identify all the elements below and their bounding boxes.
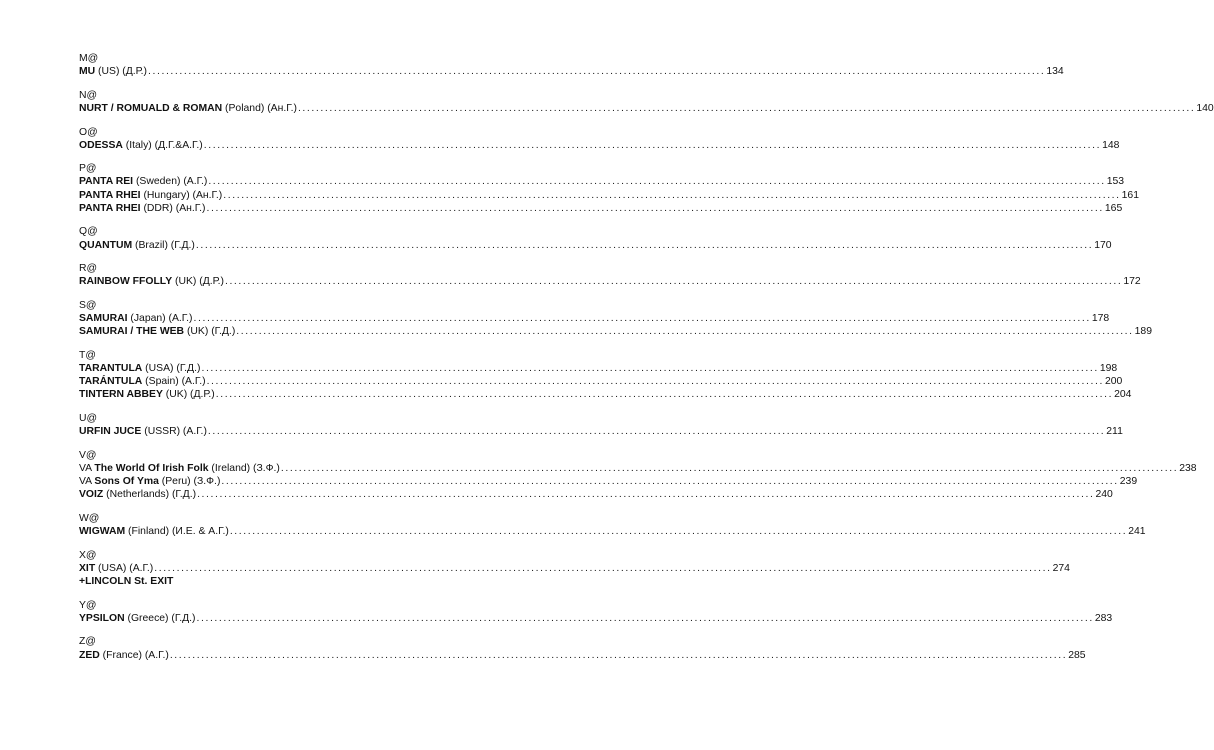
dot-leader: ........................................................................................................................................................................................................: [196, 612, 1094, 624]
entry-label: [79, 612, 195, 625]
dot-leader: ........................................................................................................................................................................................................: [221, 476, 1119, 488]
section-letter: V@: [79, 449, 97, 461]
dot-leader: ........................................................................................................................................................................................................: [201, 363, 1099, 375]
entry-details: (Poland) (Ан.Г.): [222, 102, 297, 114]
page-number: 165: [1104, 202, 1123, 214]
section-letter: W@: [79, 512, 100, 524]
dot-leader: ........................................................................................................................................................................................................: [223, 189, 1121, 201]
section-letter: P@: [79, 163, 97, 175]
index-section: [79, 412, 1123, 438]
page-number: 211: [1106, 426, 1123, 438]
page-number: 240: [1095, 489, 1113, 501]
entry-details: (Brazil) (Г.Д.): [132, 239, 195, 251]
index-section: [79, 89, 1214, 115]
entry-details: (Netherlands) (Г.Д.): [103, 489, 197, 501]
section-letter: O@: [79, 126, 98, 138]
band-name: PANTA RHEI: [79, 189, 141, 201]
entry-label: [79, 375, 206, 388]
page-number: 170: [1094, 239, 1112, 251]
entry-details: (Finland) (И.Е. & А.Г.): [125, 526, 229, 538]
dot-leader: ........................................................................................................................................................................................................: [206, 376, 1104, 388]
page-number: 241: [1128, 526, 1146, 538]
band-name: TINTERN ABBEY: [79, 389, 163, 401]
entry-details: (Ireland) (З.Ф.): [208, 463, 280, 475]
band-name: WIGWAM: [79, 526, 126, 538]
page-number: 178: [1091, 313, 1110, 325]
dot-leader: ........................................................................................................................................................................................................: [193, 313, 1091, 325]
page-number: 153: [1106, 176, 1125, 188]
entry-continuation: +LINCOLN St. EXIT: [79, 576, 174, 588]
index-entry: [79, 649, 1086, 662]
section-letter: X@: [79, 549, 97, 561]
band-name: SAMURAI / THE WEB: [79, 326, 185, 338]
band-name: TARÁNTULA: [79, 376, 143, 388]
section-letter: N@: [79, 89, 98, 101]
entry-details: (UK) (Д.Р.): [172, 276, 224, 288]
entry-details: (Greece) (Г.Д.): [124, 612, 196, 624]
entry-label: [79, 488, 196, 501]
dot-leader: ........................................................................................................................................................................................................: [207, 426, 1106, 438]
entry-label: [79, 189, 222, 202]
page-number: 148: [1102, 139, 1120, 151]
page-number: 274: [1052, 562, 1070, 574]
band-name: PANTA RHEI: [79, 202, 141, 214]
band-name: The World Of Irish Folk: [94, 463, 209, 475]
index-entry: [79, 139, 1120, 152]
band-name: PANTA REI: [79, 176, 134, 188]
entry-details: (Spain) (А.Г.): [142, 376, 206, 388]
dot-leader: ........................................................................................................................................................................................................: [280, 463, 1179, 475]
index-section: [79, 635, 1086, 661]
section-letter: S@: [79, 299, 97, 311]
index-entry: [79, 325, 1152, 338]
entry-details: (UK) (Г.Д.): [184, 326, 236, 338]
entry-details: (US) (Д.Р.): [95, 66, 147, 78]
band-name: ODESSA: [79, 139, 123, 151]
index-entry: [79, 175, 1125, 188]
page-number: 140: [1196, 102, 1214, 114]
dot-leader: ........................................................................................................................................................................................................: [203, 139, 1102, 151]
dot-leader: ........................................................................................................................................................................................................: [236, 326, 1134, 338]
index-page: [79, 52, 1214, 672]
dot-leader: ........................................................................................................................................................................................................: [297, 102, 1196, 114]
entry-label: [79, 239, 195, 252]
entry-details: (Sweden) (А.Г.): [133, 176, 208, 188]
entry-label: [79, 65, 147, 78]
entry-details: (USA) (Г.Д.): [142, 363, 201, 375]
index-entry: [79, 202, 1123, 215]
index-entry: [79, 388, 1132, 401]
index-entry: [79, 239, 1112, 252]
dot-leader: ........................................................................................................................................................................................................: [224, 276, 1123, 288]
index-entry: [79, 612, 1113, 625]
band-name: SAMURAI: [79, 313, 128, 325]
band-name: TARANTULA: [79, 363, 143, 375]
index-entry: [79, 475, 1138, 488]
band-name: URFIN JUCE: [79, 426, 142, 438]
entry-details: (Japan) (А.Г.): [127, 313, 193, 325]
index-section: [79, 126, 1120, 152]
band-name: NURT / ROMUALD & ROMAN: [79, 102, 223, 114]
section-letter: Z@: [79, 636, 96, 648]
index-entry: [79, 425, 1123, 438]
section-letter: M@: [79, 53, 99, 64]
dot-leader: ........................................................................................................................................................................................................: [169, 649, 1068, 661]
section-letter: Y@: [79, 599, 97, 611]
index-entry: [79, 189, 1139, 202]
entry-details: (UK) (Д.Р.): [162, 389, 215, 401]
entry-prefix: VA: [79, 476, 95, 488]
index-entry: [79, 312, 1110, 325]
page-number: 238: [1179, 463, 1197, 475]
dot-leader: ........................................................................................................................................................................................................: [154, 562, 1052, 574]
page-number: 198: [1099, 363, 1118, 375]
section-letter: Q@: [79, 226, 98, 238]
dot-leader: ........................................................................................................................................................................................................: [208, 176, 1106, 188]
dot-leader: ........................................................................................................................................................................................................: [148, 66, 1046, 78]
band-name: MU: [79, 66, 96, 78]
dot-leader: ........................................................................................................................................................................................................: [229, 526, 1128, 538]
entry-label: [79, 312, 193, 325]
entry-label: [79, 462, 280, 475]
page-number: 134: [1046, 66, 1064, 78]
index-entry: [79, 488, 1113, 501]
dot-leader: ........................................................................................................................................................................................................: [197, 489, 1095, 501]
band-name: YPSILON: [79, 612, 125, 624]
entry-label: [79, 275, 224, 288]
index-section: [79, 225, 1112, 251]
entry-label: [79, 525, 229, 538]
index-entry: [79, 562, 1070, 575]
entry-details: (Italy) (Д.Г.&А.Г.): [122, 139, 203, 151]
entry-label: [79, 649, 169, 662]
index-section: [79, 262, 1141, 288]
page-number: 172: [1123, 276, 1141, 288]
band-name: XIT: [79, 562, 96, 574]
page-number: 283: [1094, 612, 1113, 624]
index-entry: [79, 362, 1118, 375]
entry-label: [79, 362, 200, 375]
index-section: [79, 599, 1113, 625]
band-name: VOIZ: [79, 489, 104, 501]
index-entry: [79, 275, 1141, 288]
index-section: [79, 162, 1139, 215]
entry-details: (France) (А.Г.): [99, 649, 169, 661]
entry-label: [79, 202, 206, 215]
dot-leader: ........................................................................................................................................................................................................: [195, 239, 1094, 251]
band-name: RAINBOW FFOLLY: [79, 276, 173, 288]
band-name: QUANTUM: [79, 239, 133, 251]
entry-label: [79, 175, 207, 188]
entry-details: (USA) (А.Г.): [95, 562, 154, 574]
index-entry: [79, 375, 1123, 388]
page-number: 189: [1134, 326, 1152, 338]
index-entry: [79, 525, 1146, 538]
entry-details: (Hungary) (Ан.Г.): [140, 189, 223, 201]
page-number: 285: [1068, 649, 1086, 661]
index-section: [79, 549, 1070, 589]
index-entry: [79, 65, 1064, 78]
entry-details: (DDR) (Ан.Г.): [140, 202, 206, 214]
entry-label: [79, 475, 220, 488]
band-name: Sons Of Yma: [94, 476, 159, 488]
index-section: [79, 349, 1132, 402]
index-section: [79, 52, 1064, 78]
page-number: 239: [1119, 476, 1138, 488]
index-entry: [79, 462, 1197, 475]
entry-label: [79, 325, 235, 338]
entry-label: [79, 562, 153, 575]
entry-label: [79, 102, 297, 115]
band-name: ZED: [79, 649, 100, 661]
index-section: [79, 512, 1146, 538]
entry-label: [79, 388, 215, 401]
entry-label: [79, 139, 203, 152]
index-section: [79, 449, 1197, 502]
section-letter: U@: [79, 413, 98, 425]
dot-leader: ........................................................................................................................................................................................................: [215, 389, 1114, 401]
section-letter: R@: [79, 263, 98, 275]
index-section: [79, 299, 1152, 339]
entry-prefix: VA: [79, 463, 95, 475]
page-number: 200: [1104, 376, 1123, 388]
page-number: 204: [1114, 389, 1132, 401]
section-letter: T@: [79, 349, 96, 361]
entry-details: (Peru) (З.Ф.): [158, 476, 221, 488]
entry-label: [79, 425, 207, 438]
entry-details: (USSR) (А.Г.): [141, 426, 207, 438]
page-number: 161: [1121, 189, 1139, 201]
index-entry: [79, 102, 1214, 115]
dot-leader: ........................................................................................................................................................................................................: [206, 202, 1104, 214]
